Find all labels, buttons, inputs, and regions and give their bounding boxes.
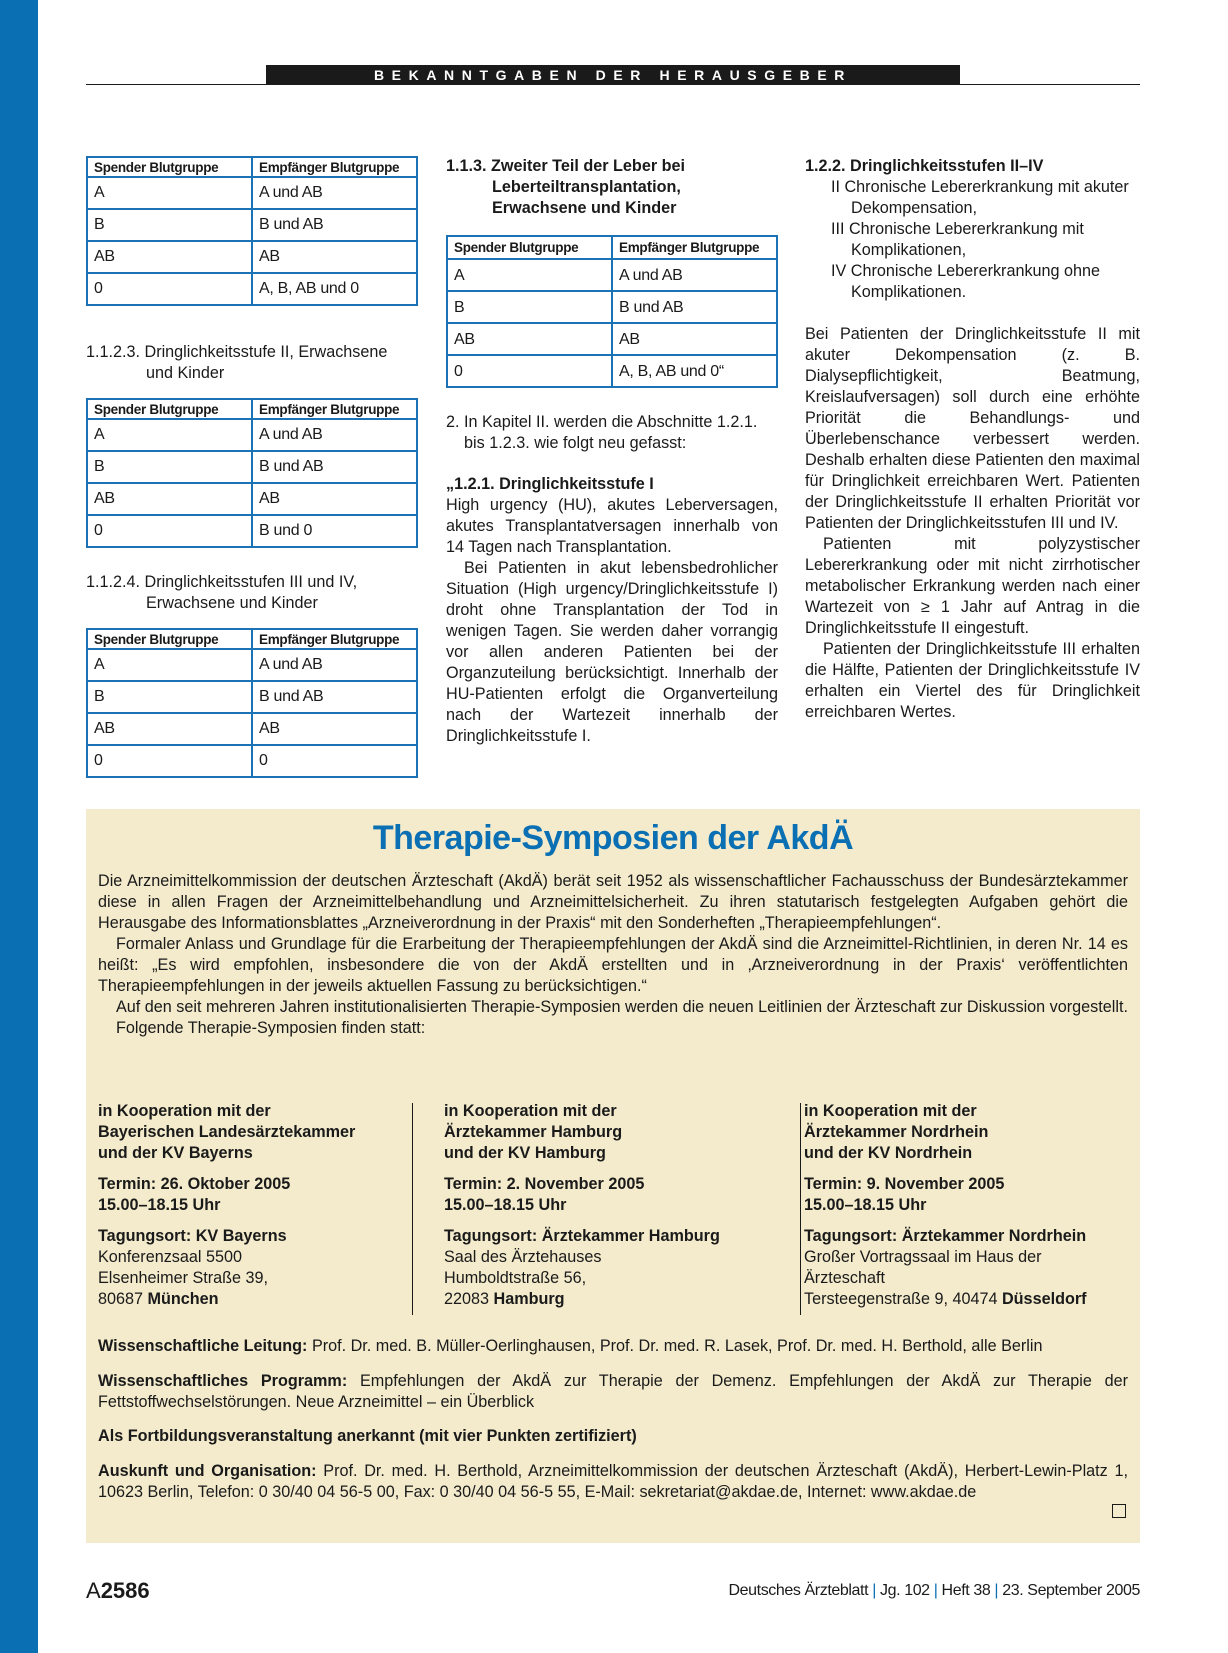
table-row: [87, 745, 417, 777]
recipient-cell: B und AB: [252, 681, 417, 713]
table-header-recipient: Empfänger Blutgruppe: [252, 629, 417, 649]
contact-label: Auskunft und Organisation:: [98, 1462, 317, 1480]
recipient-cell: B und AB: [252, 209, 417, 241]
donor-cell: AB: [87, 241, 252, 273]
recipient-cell: AB: [252, 241, 417, 273]
contact-text: Prof. Dr. med. H. Berthold, Arzneimittelkommission der deutschen Ärzteschaft (AkdÄ), Herbert-Lewin-Platz 1, 10623 Berlin, Telefon: 0 30/40 04 56-5 00, Fax: 0 30/40 04 56-5 55, E-Mail: sekretariat@akdae.de, Internet: www.akdae.de: [98, 1462, 1129, 1501]
donor-cell: 0: [87, 745, 252, 777]
separator: |: [933, 1582, 938, 1599]
recipient-cell: 0: [259, 752, 268, 769]
table-header-row: [87, 629, 417, 649]
paragraph-1-2-1-a: High urgency (HU), akutes Leberversagen, akutes Transplantatversagen innerhalb von 14 Tagen nach Transplantation.: [446, 496, 778, 556]
event-time: 15.00–18.15 Uhr: [804, 1196, 927, 1214]
intro-paragraph-3: Auf den seit mehreren Jahren institutionalisierten Therapie-Symposien werden die neuen Leitlinien der Ärzteschaft zur Diskussion vorgestellt.: [116, 998, 1128, 1016]
event-date: Termin: 2. November 2005: [444, 1175, 645, 1193]
table-row: [87, 713, 417, 745]
event-date: Termin: 9. November 2005: [804, 1175, 1005, 1193]
event-venue: Tagungsort: Ärztekammer Nordrhein: [804, 1227, 1087, 1245]
donor-cell: AB: [447, 323, 612, 355]
event-date: Termin: 26. Oktober 2005: [98, 1175, 291, 1193]
table-row: [87, 515, 417, 547]
scientific-lead-text: Prof. Dr. med. B. Müller-Oerlinghausen, Prof. Dr. med. R. Lasek, Prof. Dr. med. H. Berthold, alle Berlin: [311, 1337, 1043, 1355]
symposium-info-box: [86, 809, 1140, 1543]
journal-date: 23. September 2005: [1002, 1582, 1140, 1599]
event-address-line: Konferenzsaal 5500: [98, 1248, 242, 1266]
separator: |: [872, 1582, 876, 1599]
recipient-cell: B und AB: [252, 451, 417, 483]
event-time: 15.00–18.15 Uhr: [444, 1196, 567, 1214]
recipient-cell: AB: [612, 323, 777, 355]
event-venue: Tagungsort: Ärztekammer Hamburg: [444, 1227, 720, 1245]
table-row: [87, 241, 417, 273]
event-city: München: [147, 1290, 219, 1308]
table-row: [447, 291, 777, 323]
donor-cell: A: [87, 649, 252, 681]
event-coop-line: und der KV Nordrhein: [804, 1144, 973, 1162]
table-header-donor: Spender Blutgruppe: [87, 157, 252, 177]
recipient-cell: AB: [252, 713, 417, 745]
event-coop-line: Ärztekammer Hamburg: [444, 1123, 623, 1141]
scientific-program: [98, 1371, 1128, 1413]
table-row: [87, 273, 417, 305]
table-row: [87, 177, 417, 209]
certification-note: Als Fortbildungsveranstaltung anerkannt (mit vier Punkten zertifiziert): [98, 1427, 637, 1445]
recipient-cell: A, B, AB und 0“: [619, 362, 724, 380]
event-coop-line: und der KV Bayerns: [98, 1144, 253, 1162]
event-duesseldorf: [804, 1101, 1134, 1320]
event-munich: [98, 1101, 418, 1320]
section-header-band: BEKANNTGABEN DER HERAUSGEBER: [266, 65, 960, 85]
donor-cell: 0: [87, 515, 252, 547]
table-header-donor: Spender Blutgruppe: [447, 236, 612, 259]
column-divider: [800, 1103, 801, 1315]
donor-cell: 0: [87, 273, 252, 305]
event-zip: 22083: [444, 1290, 490, 1308]
table-row: [87, 483, 417, 515]
table-header-recipient: Empfänger Blutgruppe: [252, 157, 417, 177]
donor-cell: B: [447, 291, 612, 323]
recipient-cell: A und AB: [252, 177, 417, 209]
right-column: [805, 156, 1140, 723]
section-title-1-1-3: 1.1.3. Zweiter Teil der Leber bei Leberteiltransplantation, Erwachsene und Kinder: [446, 157, 686, 217]
scientific-lead: [98, 1336, 1128, 1357]
box-title: Therapie-Symposien der AkdÄ: [372, 819, 854, 857]
end-of-article-square-icon: [1112, 1504, 1126, 1518]
table-header-donor: Spender Blutgruppe: [87, 399, 252, 419]
recipient-cell: A und AB: [612, 259, 777, 291]
column-divider: [412, 1103, 413, 1315]
scientific-lead-label: Wissenschaftliche Leitung:: [98, 1337, 308, 1355]
priority-level-2: II Chronische Lebererkrankung mit akuter Dekompensation,: [831, 178, 1129, 217]
journal-citation: [729, 1582, 1141, 1600]
recipient-cell: B und AB: [612, 291, 777, 323]
paragraph-right-3: Patienten der Dringlichkeitsstufe III erhalten die Hälfte, Patienten der Dringlichkeitsstufe IV erhalten ein Viertel des für Dringlichkeit erreichbaren Wertes.: [805, 640, 1140, 721]
section-title-1-1-2-4: 1.1.2.4. Dringlichkeitsstufen III und IV, Erwachsene und Kinder: [86, 573, 358, 612]
table-row: [87, 681, 417, 713]
event-coop-line: Bayerischen Landesärztekammer: [98, 1123, 356, 1141]
table-header-recipient: Empfänger Blutgruppe: [612, 236, 777, 259]
donor-cell: B: [87, 681, 252, 713]
journal-name: Deutsches Ärzteblatt: [728, 1582, 869, 1599]
intro-paragraph-1: Die Arzneimittelkommission der deutschen Ärzteschaft (AkdÄ) berät seit 1952 als wissenschaftlicher Fachausschuss der Bundesärztekammer diese in allen Fragen der Arzneimittelbehandlung und Arzneimittelsicherheit. Zu ihren statutarisch festgelegten Aufgaben gehört die Herausgabe des Informationsblattes „Arzneiverordnung in der Praxis“ mit den Sonderheften „Therapieempfehlungen“.: [98, 872, 1128, 932]
intro-paragraph-4: Folgende Therapie-Symposien finden statt:: [116, 1019, 426, 1037]
table-header-row: [87, 399, 417, 419]
side-color-bar: [0, 0, 38, 1653]
event-coop-line: in Kooperation mit der: [804, 1102, 977, 1120]
blood-table-3: [86, 628, 418, 778]
paragraph-1-2-1-b: Bei Patienten in akut lebensbedrohlicher Situation (High urgency/Dringlichkeitsstufe I) droht ohne Transplantation der Tod in wenigen Tagen. Sie werden daher vorrangig vor allen anderen Patienten bei der Organzuteilung berücksichtigt. Innerhalb der HU-Patienten erfolgt die Organverteilung nach der Wartezeit innerhalb der Dringlichkeitsstufe I.: [446, 559, 778, 745]
journal-issue: Heft 38: [941, 1582, 991, 1599]
section-title-1-2-2: 1.2.2. Dringlichkeitsstufen II–IV: [805, 157, 1044, 175]
event-coop-line: in Kooperation mit der: [444, 1102, 617, 1120]
donor-cell: A: [87, 177, 252, 209]
event-address-line: Ärzteschaft: [804, 1269, 885, 1287]
table-header-donor: Spender Blutgruppe: [87, 629, 252, 649]
page-number-letter: A: [86, 1578, 101, 1603]
middle-column: [446, 156, 778, 747]
journal-volume: Jg. 102: [880, 1582, 930, 1599]
blood-table-1: [86, 156, 418, 306]
blood-table-4: [446, 235, 778, 388]
priority-level-4: IV Chronische Lebererkrankung ohne Komplikationen.: [831, 262, 1101, 301]
table-row: [447, 355, 777, 387]
donor-cell: AB: [87, 483, 252, 515]
donor-cell: A: [447, 259, 612, 291]
event-city: Hamburg: [493, 1290, 565, 1308]
donor-cell: A: [87, 419, 252, 451]
priority-level-3: III Chronische Lebererkrankung mit Komplikationen,: [831, 220, 1084, 259]
separator: |: [994, 1582, 999, 1599]
box-intro: [98, 871, 1128, 1039]
donor-cell: AB: [87, 713, 252, 745]
recipient-cell: A und AB: [252, 649, 417, 681]
donor-cell: B: [87, 451, 252, 483]
section-title-1-1-2-3: 1.1.2.3. Dringlichkeitsstufe II, Erwachsene und Kinder: [86, 343, 388, 382]
event-coop-line: Ärztekammer Nordrhein: [804, 1123, 989, 1141]
event-address-line: Humboldtstraße 56,: [444, 1269, 587, 1287]
donor-cell: 0: [447, 355, 612, 387]
intro-paragraph-2: Formaler Anlass und Grundlage für die Erarbeitung der Therapieempfehlungen der AkdÄ sind die Arzneimittel-Richtlinien, in deren Nr. 14 es heißt: „Es wird empfohlen, insbesondere die von der AkdÄ erstellten und in ‚Arzneiverordnung in der Praxis‘ veröffentlichten Therapieempfehlungen in der jeweils aktuellen Fassung zu berücksichtigen.“: [98, 935, 1128, 995]
recipient-cell: A, B, AB und 0: [259, 280, 359, 297]
event-hamburg: [444, 1101, 774, 1320]
event-zip: 80687: [98, 1290, 144, 1308]
table-row: [447, 259, 777, 291]
chapter-note: 2. In Kapitel II. werden die Abschnitte 1.2.1. bis 1.2.3. wie folgt neu gefasst:: [446, 413, 758, 452]
table-row: [87, 649, 417, 681]
table-header-recipient: Empfänger Blutgruppe: [252, 399, 417, 419]
scientific-program-label: Wissenschaftliches Programm:: [98, 1372, 348, 1390]
table-row: [87, 451, 417, 483]
table-header-row: [87, 157, 417, 177]
recipient-cell: AB: [252, 483, 417, 515]
contact-info: [98, 1461, 1128, 1503]
event-address-line: Elsenheimer Straße 39,: [98, 1269, 269, 1287]
left-column: [86, 156, 418, 778]
scientific-program-text: Empfehlungen der AkdÄ zur Therapie der Demenz. Empfehlungen der AkdÄ zur Therapie der Fettstoffwechselstörungen. Neue Arzneimittel – ein Überblick: [98, 1372, 1128, 1411]
page-number-value: 2586: [100, 1578, 150, 1603]
recipient-cell: A und AB: [252, 419, 417, 451]
event-address-line: Großer Vortragssaal im Haus der: [804, 1248, 1042, 1266]
table-row: [447, 323, 777, 355]
blood-table-2: [86, 398, 418, 548]
section-title-1-2-1: „1.2.1. Dringlichkeitsstufe I: [446, 475, 654, 493]
paragraph-right-2: Patienten mit polyzystischer Lebererkrankung oder mit nicht zirrhotischer metabolischer Erkrankung werden nach einer Wartezeit von ≥ 1 Jahr auf Antrag in die Dringlichkeitsstufe II eingestuft.: [805, 535, 1140, 637]
event-time: 15.00–18.15 Uhr: [98, 1196, 221, 1214]
event-address-line: Saal des Ärztehauses: [444, 1248, 602, 1266]
paragraph-right-1: Bei Patienten der Dringlichkeitsstufe II mit akuter Dekompensation (z. B. Dialysepflichtigkeit, Beatmung, Kreislaufversagen) soll durch eine erhöhte Priorität die Behandlungs- und Überlebenschance verbessert werden. Deshalb erhalten diese Patienten den maximal für Dringlichkeit erreichbaren Wert. Patienten der Dringlichkeitsstufe II erhalten Priorität vor Patienten der Dringlichkeitsstufen III und IV.: [805, 325, 1140, 532]
page-number: [86, 1578, 150, 1604]
event-coop-line: und der KV Hamburg: [444, 1144, 606, 1162]
table-row: [87, 419, 417, 451]
event-venue: Tagungsort: KV Bayerns: [98, 1227, 287, 1245]
recipient-cell: B und 0: [259, 522, 313, 539]
event-zip: Tersteegenstraße 9, 40474: [804, 1290, 998, 1308]
table-header-row: [447, 236, 777, 259]
event-coop-line: in Kooperation mit der: [98, 1102, 271, 1120]
table-row: [87, 209, 417, 241]
event-city: Düsseldorf: [1001, 1290, 1087, 1308]
header-rule: [86, 84, 1140, 85]
donor-cell: B: [87, 209, 252, 241]
